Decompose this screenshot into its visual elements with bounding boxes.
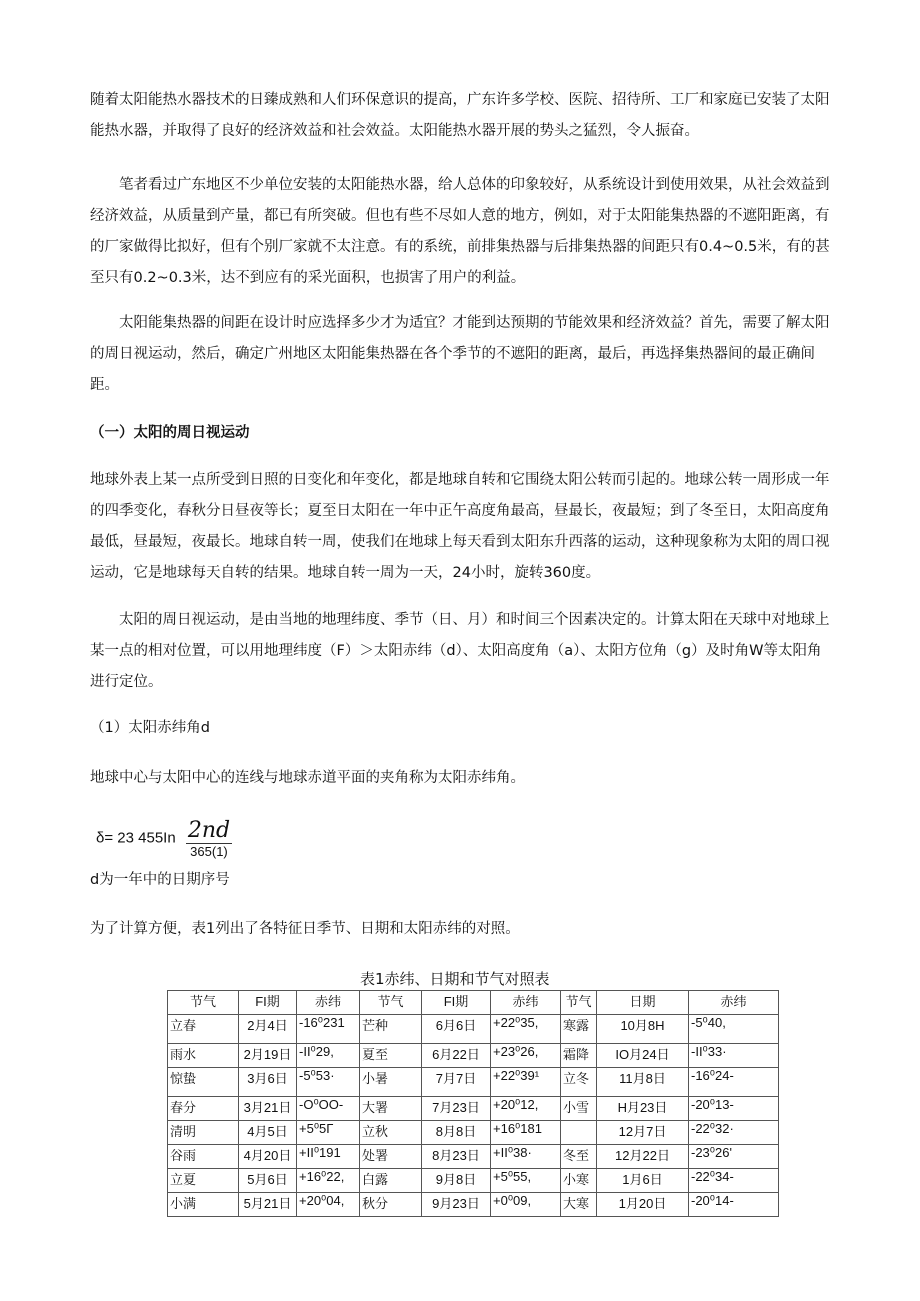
table-cell: -20⁰13- — [689, 1097, 779, 1121]
table-cell: +0⁰09, — [491, 1193, 561, 1217]
paragraph-question: 太阳能集热器的间距在设计时应选择多少才为适宜？才能到达预期的节能效果和经济效益？首先，需要了解太阳的周日视运动，然后，确定广州地区太阳能集热器在各个季节的不遮阳的距离，最后，再选择集热器间的最正确间距。 — [90, 315, 830, 393]
table-cell: 2月19日 — [239, 1044, 297, 1068]
table-cell: 大署 — [360, 1097, 422, 1121]
table-cell: 秋分 — [360, 1193, 422, 1217]
table-cell: +20⁰04, — [297, 1193, 360, 1217]
table-row — [168, 1121, 779, 1145]
paragraph-intro: 随着太阳能热水器技术的日臻成熟和人们环保意识的提高，广东许多学校、医院、招待所、工厂和家庭已安装了太阳能热水器，并取得了良好的经济效益和社会效益。太阳能热水器开展的势头之猛烈，令人振奋。 — [90, 92, 830, 139]
paragraph-table-intro: 为了计算方便，表1列出了各特征日季节、日期和太阳赤纬的对照。 — [90, 921, 520, 937]
table-cell: -O⁰OO- — [297, 1097, 360, 1121]
table-cell: 5月6日 — [239, 1169, 297, 1193]
table-cell: 赤纬 — [491, 991, 561, 1015]
table-row — [168, 1169, 779, 1193]
table-cell: 3月21日 — [239, 1097, 297, 1121]
table-cell: FI期 — [422, 991, 491, 1015]
table-cell: 小满 — [168, 1193, 239, 1217]
table-cell: 赤纬 — [689, 991, 779, 1015]
table-cell: 3月6日 — [239, 1068, 297, 1097]
table-header-row — [168, 991, 779, 1015]
table-cell: 霜降 — [561, 1044, 597, 1068]
table-cell: -II⁰29, — [297, 1044, 360, 1068]
table-cell: 11月8日 — [597, 1068, 689, 1097]
table-cell: 12月7日 — [597, 1121, 689, 1145]
table-cell: 谷雨 — [168, 1145, 239, 1169]
table-cell: 小暑 — [360, 1068, 422, 1097]
table-cell: 寒露 — [561, 1015, 597, 1044]
table-cell: 8月8日 — [422, 1121, 491, 1145]
table-cell: +16⁰181 — [491, 1121, 561, 1145]
table-cell: 立秋 — [360, 1121, 422, 1145]
paragraph-d-def: d为一年中的日期序号 — [90, 872, 230, 888]
formula-lhs: δ= 23 455In — [96, 829, 176, 847]
table-cell: -22⁰32· — [689, 1121, 779, 1145]
table-cell: 1月20日 — [597, 1193, 689, 1217]
table-row — [168, 1015, 779, 1044]
table-cell: 小雪 — [561, 1097, 597, 1121]
table-row — [168, 1097, 779, 1121]
table-cell: 1月6日 — [597, 1169, 689, 1193]
table-cell: 夏至 — [360, 1044, 422, 1068]
table-cell: 4月5日 — [239, 1121, 297, 1145]
paragraph-declination-def: 地球中心与太阳中心的连线与地球赤道平面的夹角称为太阳赤纬角。 — [90, 770, 525, 786]
table-cell: 立冬 — [561, 1068, 597, 1097]
table-cell: -23⁰26' — [689, 1145, 779, 1169]
table-cell: 节气 — [360, 991, 422, 1015]
table-cell: 4月20日 — [239, 1145, 297, 1169]
table-cell: +5⁰5Γ — [297, 1121, 360, 1145]
table-cell: 立夏 — [168, 1169, 239, 1193]
table-cell: 节气 — [561, 991, 597, 1015]
table-cell: 6月6日 — [422, 1015, 491, 1044]
section-heading: （一）太阳的周日视运动 — [90, 425, 250, 441]
table-cell: 日期 — [597, 991, 689, 1015]
paragraph-observation: 笔者看过广东地区不少单位安装的太阳能热水器，给人总体的印象较好，从系统设计到使用效果，从社会效益到经济效益，从质量到产量，都已有所突破。但也有些不尽如人意的地方，例如，对于太阳能集热器的不遮阳距离，有的厂家做得比拟好，但有个别厂家就不太注意。有的系统，前排集热器与后排集热器的间距只有0.4~0.5米，有的甚至只有0.2~0.3米，达不到应有的采光面积，也损害了用户的利益。 — [90, 177, 830, 286]
table-caption: 表1赤纬、日期和节气对照表 — [360, 970, 550, 988]
table-cell: 10月8H — [597, 1015, 689, 1044]
table-cell: +5⁰55, — [491, 1169, 561, 1193]
table-cell: -5⁰40, — [689, 1015, 779, 1044]
table-cell: 大寒 — [561, 1193, 597, 1217]
table-row — [168, 1193, 779, 1217]
table-cell: +16⁰22, — [297, 1169, 360, 1193]
table-cell: +II⁰38· — [491, 1145, 561, 1169]
table-cell: 6月22日 — [422, 1044, 491, 1068]
table-cell — [561, 1121, 597, 1145]
subheading-declination: （1）太阳赤纬角d — [90, 720, 210, 736]
table-cell: 冬至 — [561, 1145, 597, 1169]
table-cell: 7月7日 — [422, 1068, 491, 1097]
table-cell: 9月8日 — [422, 1169, 491, 1193]
table-cell: 9月23日 — [422, 1193, 491, 1217]
paragraph-diurnal-motion: 太阳的周日视运动，是由当地的地理纬度、季节（日、月）和时间三个因素决定的。计算太阳在天球中对地球上某一点的相对位置，可以用地理纬度（F）＞太阳赤纬（d）、太阳高度角（a）、太阳方位角（g）及时角W等太阳角进行定位。 — [90, 612, 830, 690]
table-cell: 8月23日 — [422, 1145, 491, 1169]
table-cell: 雨水 — [168, 1044, 239, 1068]
table-row — [168, 1044, 779, 1068]
table-cell: +20⁰12, — [491, 1097, 561, 1121]
table-cell: 立春 — [168, 1015, 239, 1044]
table-cell: -20⁰14- — [689, 1193, 779, 1217]
table-cell: +22⁰39¹ — [491, 1068, 561, 1097]
table-cell: -22⁰34- — [689, 1169, 779, 1193]
table-cell: +II⁰191 — [297, 1145, 360, 1169]
table-cell: FI期 — [239, 991, 297, 1015]
table-cell: +23⁰26, — [491, 1044, 561, 1068]
table-cell: 赤纬 — [297, 991, 360, 1015]
table-cell: 5月21日 — [239, 1193, 297, 1217]
table-cell: 芒种 — [360, 1015, 422, 1044]
table-cell: 小寒 — [561, 1169, 597, 1193]
table-row — [168, 1145, 779, 1169]
table-cell: +22⁰35, — [491, 1015, 561, 1044]
table-row — [168, 1068, 779, 1097]
table-cell: 白露 — [360, 1169, 422, 1193]
table-cell: -16⁰231 — [297, 1015, 360, 1044]
formula-numerator: 2nd — [187, 818, 231, 843]
paragraph-earth-motion: 地球外表上某一点所受到日照的日变化和年变化，都是地球自转和它围绕太阳公转而引起的。地球公转一周形成一年的四季变化，春秋分日昼夜等长；夏至日太阳在一年中正午高度角最高，昼最长，夜最短；到了冬至日，太阳高度角最低，昼最短，夜最长。地球自转一周，使我们在地球上每天看到太阳东升西落的运动，这种现象称为太阳的周口视运动，它是地球每天自转的结果。地球自转一周为一天，24小时，旋转360度。 — [90, 472, 830, 581]
table-cell: 处署 — [360, 1145, 422, 1169]
table-cell: H月23日 — [597, 1097, 689, 1121]
table-cell: 节气 — [168, 991, 239, 1015]
formula-denominator: 365(1) — [190, 844, 228, 859]
table-cell: 春分 — [168, 1097, 239, 1121]
table-cell: 清明 — [168, 1121, 239, 1145]
declination-table — [167, 990, 779, 1217]
table-cell: -16⁰24- — [689, 1068, 779, 1097]
table-cell: -II⁰33· — [689, 1044, 779, 1068]
table-cell: 惊蛰 — [168, 1068, 239, 1097]
table-cell: IO月24日 — [597, 1044, 689, 1068]
declination-formula — [96, 818, 232, 859]
table-cell: 7月23日 — [422, 1097, 491, 1121]
table-cell: -5⁰53· — [297, 1068, 360, 1097]
table-cell: 2月4日 — [239, 1015, 297, 1044]
table-cell: 12月22日 — [597, 1145, 689, 1169]
